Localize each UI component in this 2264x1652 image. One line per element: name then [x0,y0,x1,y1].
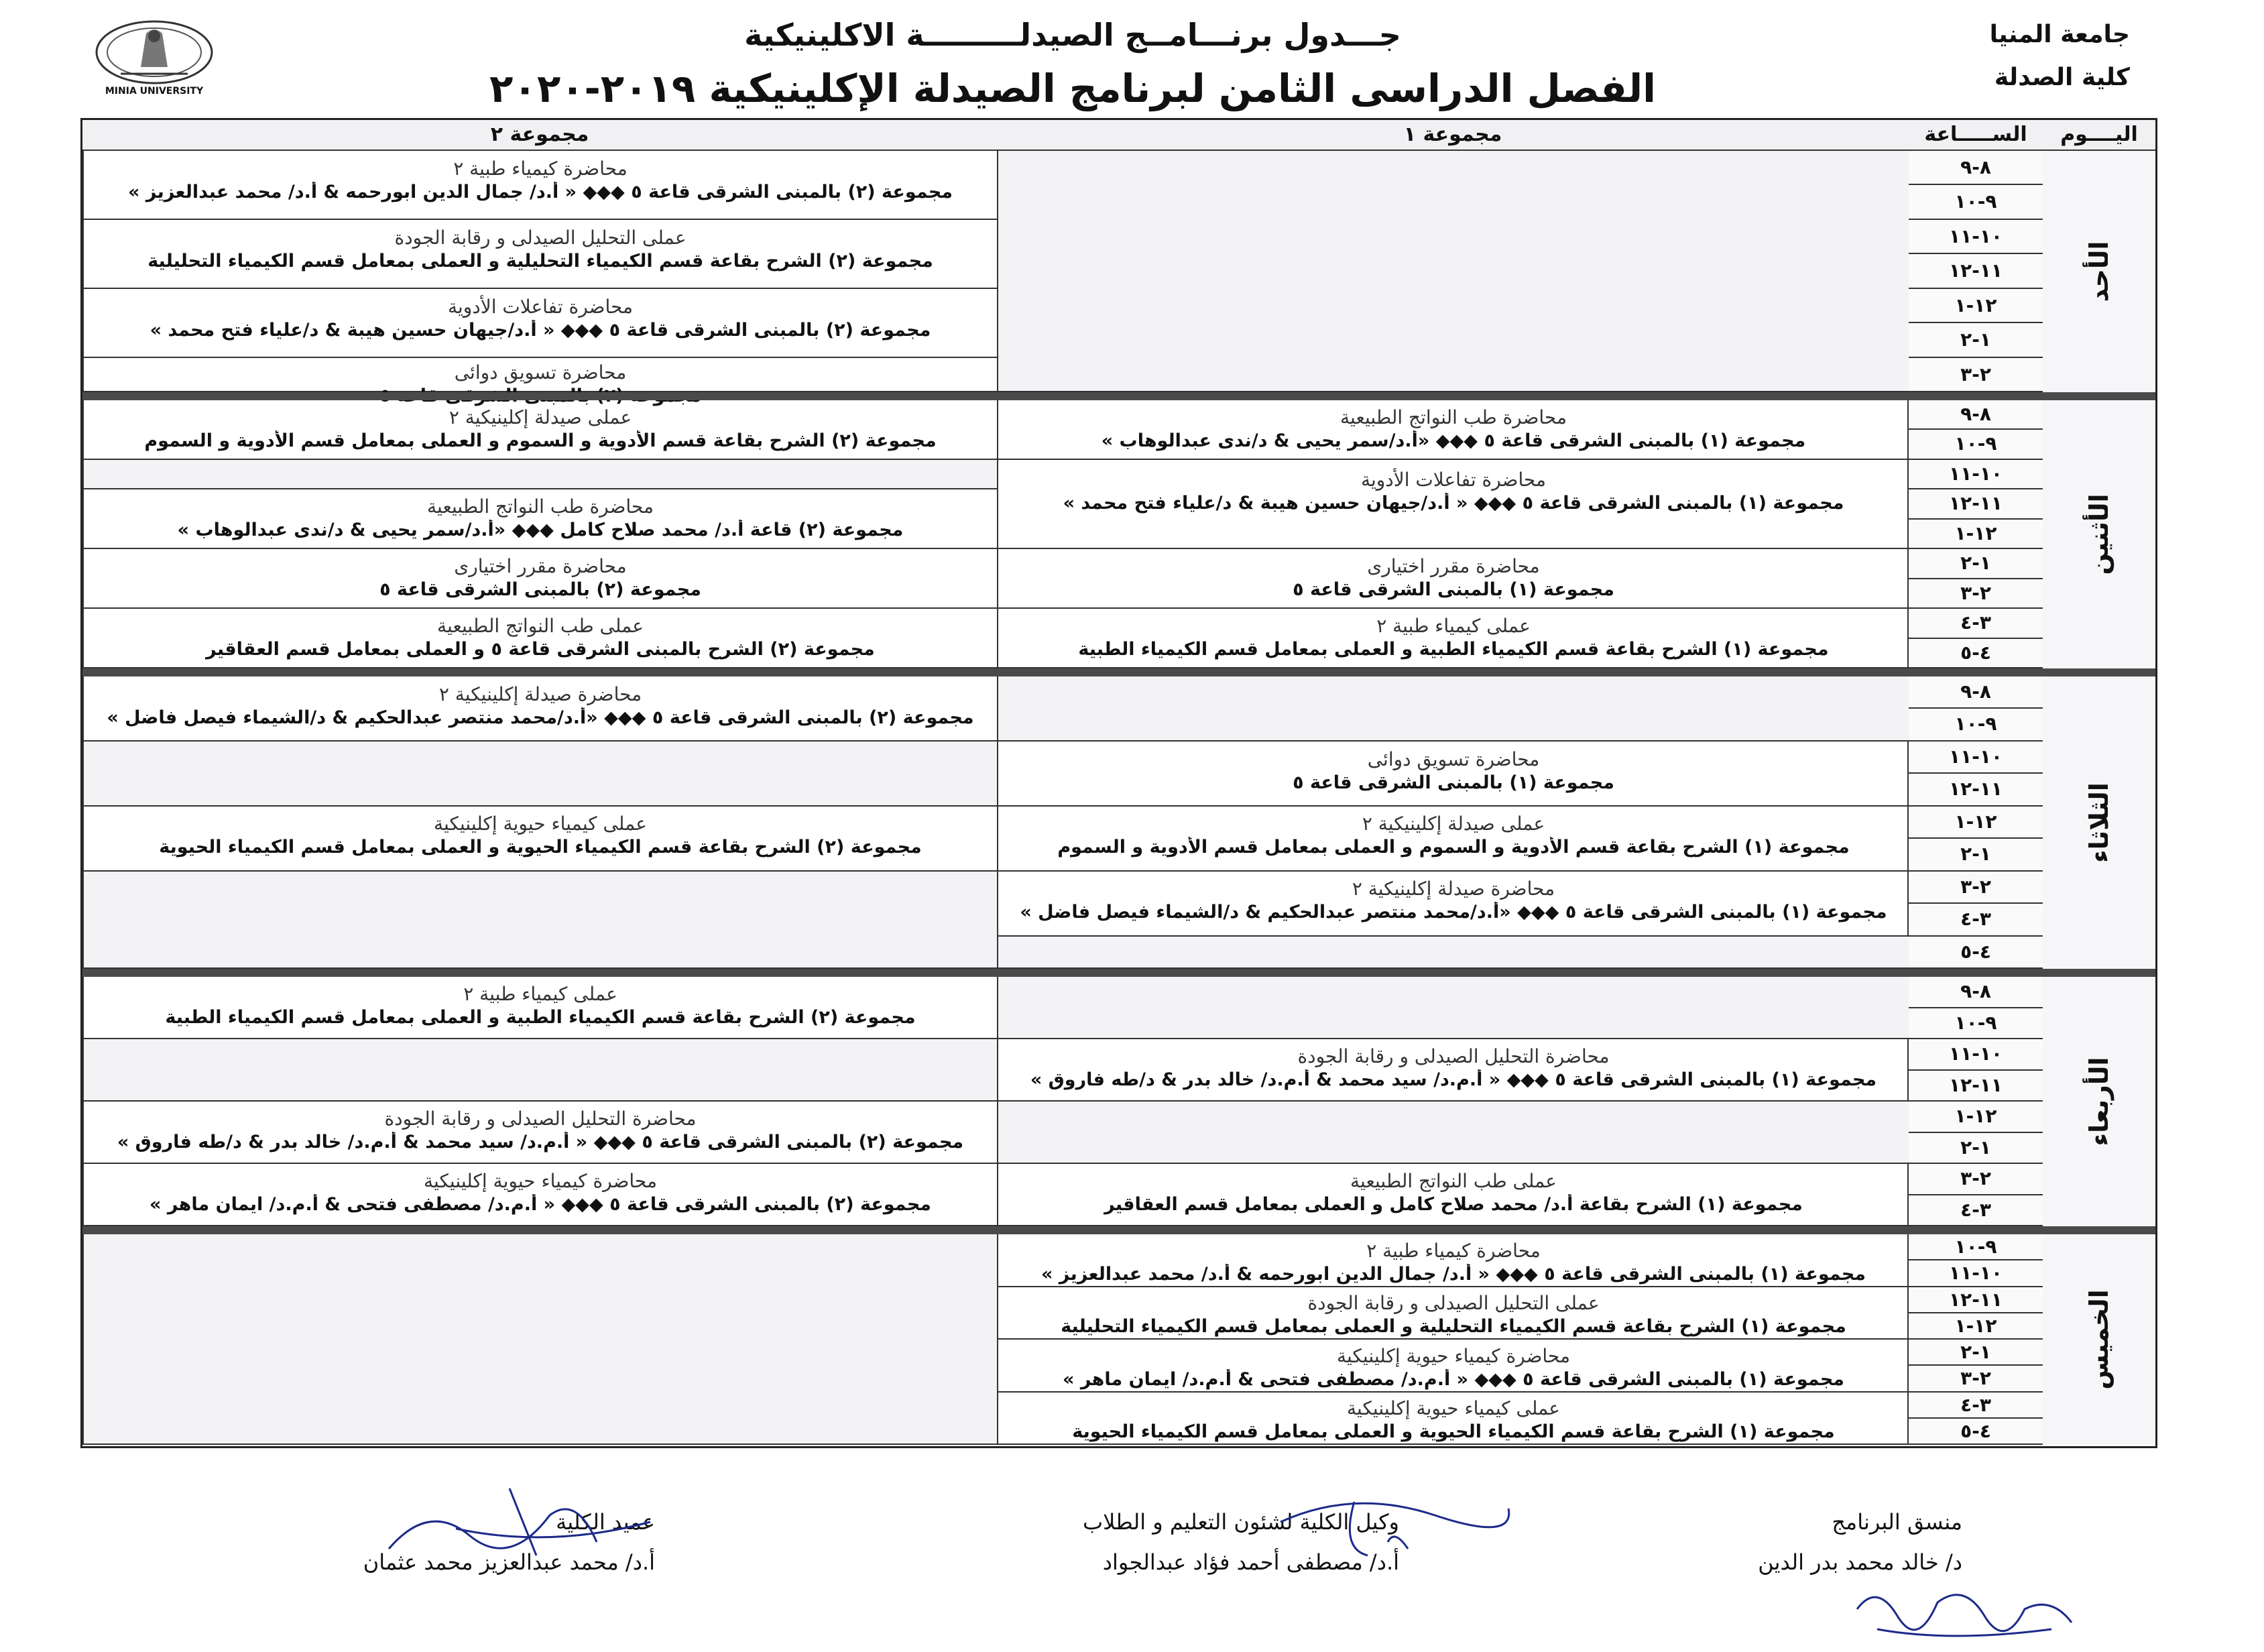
vice-dean-role: وكيل الكلية لشئون التعليم و الطلاب [1083,1509,1399,1535]
session-detail: مجموعة (٢) بالمبنى الشرقى قاعة ٥ ◆◆◆ « أ.د/ جمال الدين ابورحمه & أ.د/ محمد عبدالعزيز » [127,182,953,203]
time-slot: ٩-١٠ [1907,1008,2043,1040]
group-1-session [997,1340,1909,1393]
session-detail: مجموعة (١) الشرح بقاعة قسم الكيمياء الطبية و العملى بمعامل قسم الكيمياء الطبية [1078,638,1829,660]
logo-caption: MINIA UNIVERSITY [105,86,204,97]
university-logo [80,13,228,97]
time-slot: ١-٢ [1907,549,2043,579]
time-slot: ١١-١٢ [1907,254,2043,288]
session-detail: مجموعة (١) بالمبنى الشرقى قاعة ٥ ◆◆◆ « أ.د/ جمال الدين ابورحمه & أ.د/ محمد عبدالعزيز » [1040,1263,1866,1285]
group-1-empty-cell [997,977,1909,1039]
document-titles [469,9,1676,117]
group-2-session [82,807,997,872]
group-1-session [997,609,1909,668]
time-slot: ١٢-١ [1907,289,2043,323]
header-time: الســـــاعة [1907,120,2043,151]
session-title: محاضرة كيمياء طبية ٢ [453,158,628,180]
coordinator-signature-scribble-icon [1850,1569,2078,1643]
group-2-session [82,489,997,549]
session-detail: مجموعة (١) الشرح بقاعة قسم الكيمياء الحيوية و العملى بمعامل قسم الكيمياء الحيوية [1072,1421,1835,1443]
day-separator [82,969,2155,977]
session-detail: مجموعة (١) بالمبنى الشرقى قاعة ٥ [1293,579,1614,601]
time-slot: ١٢-١ [1907,1102,2043,1133]
session-title: عملى كيمياء حيوية إكلينيكية [1347,1397,1560,1420]
group-1-session [997,1039,1909,1102]
time-slot: ١٢-١ [1907,1313,2043,1340]
time-slot: ١-٢ [1907,323,2043,357]
time-slot: ٨-٩ [1907,676,2043,709]
session-title: عملى صيدلة إكلينيكية ٢ [449,406,632,428]
dean-role: عميد الكلية [556,1509,655,1535]
session-detail: مجموعة (٢) بالمبنى الشرقى قاعة ٥ ◆◆◆ « أ.م.د/ سيد محمد & أ.م.د/ خالد بدر & د/طه فاروق » [117,1132,964,1153]
group-2-session [82,676,997,742]
group-1-empty-cell [997,151,1909,392]
session-detail: مجموعة (١) بالمبنى الشرقى قاعة ٥ ◆◆◆ « أ.د/جيهان حسين هيبة & د/علياء فتح محمد » [1063,493,1844,514]
session-title: محاضرة التحليل الصيدلى و رقابة الجودة [1297,1045,1610,1068]
day-separator [82,1226,2155,1234]
time-slot: ٩-١٠ [1907,709,2043,741]
dean-signature-scribble-icon [375,1475,657,1569]
coordinator-name: د/ خالد محمد بدر الدين [1758,1549,1962,1575]
session-title: محاضرة مقرر اختيارى [454,555,627,578]
day-cell [2041,1234,2155,1445]
time-slot: ١١-١٢ [1907,774,2043,806]
logo-emblem-icon [80,13,228,87]
vice-dean-name: أ.د/ مصطفى أحمد فؤاد عبدالجواد [1102,1549,1399,1575]
session-title: محاضرة تفاعلات الأدوية [447,295,634,318]
group-1-empty-cell [997,1102,1909,1164]
session-detail: مجموعة (١) بالمبنى الشرقى قاعة ٥ ◆◆◆ «أ.د/محمد منتصر عبدالحكيم & د/الشيماء فيصل فاضل » [1020,902,1887,923]
day-cell [2041,400,2155,668]
group-2-session [82,1164,997,1226]
time-slot: ١١-١٢ [1907,1071,2043,1102]
group-1-session [997,549,1909,609]
session-title: عملى صيدلة إكلينيكية ٢ [1362,813,1545,835]
time-slot: ٢-٣ [1907,1164,2043,1195]
session-detail: مجموعة (١) بالمبنى الشرقى قاعة ٥ [1293,772,1614,793]
day-label: الخميس [2084,1289,2114,1390]
session-detail: مجموعة (٢) الشرح بالمبنى الشرقى قاعة ٥ و العملى بمعامل قسم العقاقير [206,638,875,660]
group-1-empty-cell [997,676,1909,742]
time-slot: ٤-٥ [1907,937,2043,969]
session-detail: مجموعة (٢) بالمبنى الشرقى قاعة ٥ ◆◆◆ « أ.م.د/ مصطفى فتحى & أ.م.د/ ايمان ماهر » [149,1194,931,1216]
session-title: عملى التحليل الصيدلى و رقابة الجودة [394,227,687,249]
session-detail: مجموعة (٢) الشرح بقاعة قسم الكيمياء الطبية و العملى بمعامل قسم الكيمياء الطبية [165,1007,916,1028]
time-slot: ٣-٤ [1907,1195,2043,1227]
time-slot: ١١-١٢ [1907,1287,2043,1313]
vice-dean-signature-scribble-icon [1274,1482,1515,1562]
day-cell [2041,977,2155,1226]
group-2-session [82,220,997,289]
session-title: محاضرة تسويق دوائى [1367,748,1540,770]
group-1-session [997,400,1909,460]
session-detail: مجموعة (١) الشرح بقاعة قسم الكيمياء التحليلية و العملى بمعامل قسم الكيمياء التحليلية [1061,1316,1846,1338]
day-cell [2041,676,2155,969]
group-2-empty-cell [82,742,997,807]
session-detail: مجموعة (٢) الشرح بقاعة قسم الكيمياء التحليلية و العملى بمعامل قسم الكيمياء التحليلية [147,251,933,272]
session-title: محاضرة تسويق دوائى [454,361,627,384]
time-slot: ١٠-١١ [1907,460,2043,489]
faculty-name: كلية الصدلة [1994,64,2130,91]
time-slot: ٢-٣ [1907,579,2043,609]
time-slot: ١٠-١١ [1907,1260,2043,1287]
session-title: عملى طب النواتج الطبيعية [1350,1170,1557,1193]
group-2-session [82,151,997,220]
header-group-2: مجموعة ٢ [82,120,997,151]
session-title: عملى كيمياء طبية ٢ [463,983,617,1006]
university-name: جامعة المنيا [1989,21,2130,48]
group-2-empty-cell [82,460,997,489]
time-slot: ١٠-١١ [1907,742,2043,774]
session-title: محاضرة طب النواتج الطبيعية [427,495,654,518]
group-1-session [997,1234,1909,1287]
time-slot: ١١-١٢ [1907,489,2043,519]
time-slot: ٣-٤ [1907,904,2043,936]
session-detail: مجموعة (٢) بالمبنى الشرقى قاعة ٥ ◆◆◆ « أ.د/جيهان حسين هيبة & د/علياء فتح محمد » [150,319,931,341]
schedule-table [80,118,2157,1448]
group-2-session [82,977,997,1039]
day-separator [82,392,2155,400]
session-detail: مجموعة (١) الشرح بقاعة قسم الأدوية و السموم و العملى بمعامل قسم الأدوية و السموم [1057,837,1850,858]
day-label: الأحد [2084,241,2114,302]
group-1-session [997,1164,1909,1226]
time-slot: ٢-٣ [1907,358,2043,392]
day-separator [82,668,2155,676]
time-slot: ١-٢ [1907,1133,2043,1165]
header-day: اليــــوم [2041,120,2155,151]
time-slot: ٩-١٠ [1907,430,2043,459]
session-title: محاضرة تفاعلات الأدوية [1360,469,1547,491]
group-2-empty-cell [82,872,997,969]
time-slot: ٤-٥ [1907,639,2043,668]
group-2-empty-cell [82,1234,997,1445]
coordinator-role: منسق البرنامج [1832,1509,1962,1535]
group-2-session [82,400,997,460]
time-slot: ١٢-١ [1907,520,2043,549]
group-1-session [997,1287,1909,1340]
session-detail: مجموعة (٢) الشرح بقاعة قسم الأدوية و السموم و العملى بمعامل قسم الأدوية و السموم [144,430,937,451]
session-title: محاضرة مقرر اختيارى [1367,555,1540,578]
group-2-session [82,609,997,668]
time-slot: ١٢-١ [1907,807,2043,839]
time-slot: ٤-٥ [1907,1419,2043,1445]
session-detail: مجموعة (٢) الشرح بقاعة قسم الكيمياء الحيوية و العملى بمعامل قسم الكيمياء الحيوية [159,837,922,858]
session-title: عملى التحليل الصيدلى و رقابة الجودة [1307,1292,1600,1315]
group-2-session [82,289,997,358]
group-2-session [82,1102,997,1164]
session-title: عملى كيمياء حيوية إكلينيكية [434,813,647,835]
day-label: الأثنين [2084,493,2114,575]
group-1-empty-cell [997,937,1909,969]
time-slot: ١-٢ [1907,1340,2043,1366]
session-title: عملى طب النواتج الطبيعية [437,614,644,637]
time-slot: ١٠-١١ [1907,1039,2043,1071]
session-detail: مجموعة (٢) قاعة أ.د/ محمد صلاح كامل ◆◆◆ «أ.د/سمر يحيى & د/ندى عبدالوهاب » [177,520,904,541]
time-slot: ١٠-١١ [1907,220,2043,254]
document-title: جـــدول برنـــامــج الصيدلـــــــــة الاكلينيكية [744,17,1401,53]
session-detail: مجموعة (١) الشرح بقاعة أ.د/ محمد صلاح كامل و العملى بمعامل قسم العقاقير [1104,1194,1803,1216]
header-group-1: مجموعة ١ [996,120,1909,151]
time-slot: ٩-١٠ [1907,1234,2043,1260]
session-title: محاضرة كيمياء حيوية إكلينيكية [1337,1344,1570,1367]
session-detail: مجموعة (١) بالمبنى الشرقى قاعة ٥ ◆◆◆ « أ.م.د/ مصطفى فتحى & أ.م.د/ ايمان ماهر » [1062,1368,1844,1390]
session-title: محاضرة التحليل الصيدلى و رقابة الجودة [384,1108,697,1130]
university-header [1990,13,2130,99]
group-1-session [997,1393,1909,1446]
session-title: عملى كيمياء طبية ٢ [1376,614,1531,637]
group-2-empty-cell [82,1039,997,1102]
group-2-session [82,549,997,609]
group-2-session [82,358,997,392]
group-1-session [997,872,1909,937]
session-title: محاضرة طب النواتج الطبيعية [1340,406,1567,428]
session-detail: مجموعة (٢) بالمبنى الشرقى قاعة ٥ [379,579,701,601]
session-title: محاضرة كيمياء طبية ٢ [1366,1239,1541,1262]
time-slot: ٣-٤ [1907,1393,2043,1419]
day-label: الأربعاء [2084,1057,2114,1146]
session-title: محاضرة كيمياء حيوية إكلينيكية [424,1170,657,1193]
time-slot: ٣-٤ [1907,609,2043,638]
session-detail: مجموعة (١) بالمبنى الشرقى قاعة ٥ ◆◆◆ «أ.د/سمر يحيى & د/ندى عبدالوهاب » [1101,430,1806,451]
day-cell [2041,151,2155,392]
time-slot: ٨-٩ [1907,400,2043,430]
time-slot: ٢-٣ [1907,1366,2043,1392]
day-label: الثلاثاء [2084,782,2114,863]
session-title: محاضرة صيدلة إكلينيكية ٢ [1352,878,1555,900]
session-detail: مجموعة (٢) بالمبنى الشرقى قاعة ٥ ◆◆◆ «أ.د/محمد منتصر عبدالحكيم & د/الشيماء فيصل فاضل » [107,707,974,728]
group-1-session [997,460,1909,549]
group-1-session [997,807,1909,872]
group-1-session [997,742,1909,807]
dean-name: أ.د/ محمد عبدالعزيز محمد عثمان [363,1549,655,1575]
time-slot: ٨-٩ [1907,151,2043,185]
document-subtitle: الفصل الدراسى الثامن لبرنامج الصيدلة الإكلينيكية ٢٠١٩-٢٠٢٠ [489,66,1656,111]
time-slot: ٨-٩ [1907,977,2043,1008]
session-detail: مجموعة (١) بالمبنى الشرقى قاعة ٥ ◆◆◆ « أ.م.د/ سيد محمد & أ.م.د/ خالد بدر & د/طه فاروق » [1030,1069,1877,1091]
time-slot: ١-٢ [1907,839,2043,871]
time-slot: ٩-١٠ [1907,185,2043,219]
time-slot: ٢-٣ [1907,872,2043,904]
session-title: محاضرة صيدلة إكلينيكية ٢ [438,683,642,705]
